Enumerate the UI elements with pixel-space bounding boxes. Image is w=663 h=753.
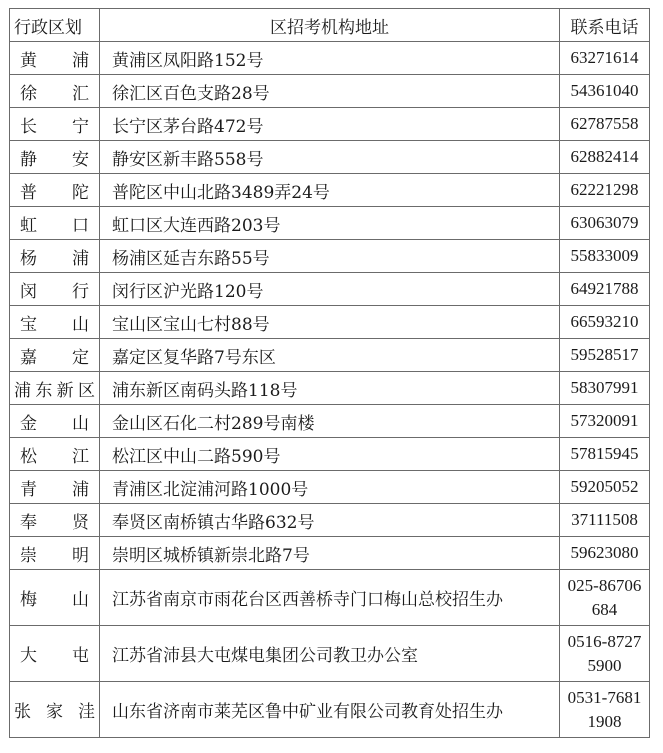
phone-cell: 64921788 bbox=[560, 273, 650, 306]
phone-cell: 0531-76811908 bbox=[560, 682, 650, 738]
district-cell: 普 陀 bbox=[10, 174, 100, 207]
address-cell: 浦东新区南码头路118号 bbox=[100, 372, 560, 405]
table-row bbox=[10, 207, 650, 240]
address-cell: 徐汇区百色支路28号 bbox=[100, 75, 560, 108]
district-cell: 浦东新区 bbox=[10, 372, 100, 405]
table-row bbox=[10, 682, 650, 738]
address-cell: 闵行区沪光路120号 bbox=[100, 273, 560, 306]
address-cell: 长宁区茅台路472号 bbox=[100, 108, 560, 141]
phone-cell: 59528517 bbox=[560, 339, 650, 372]
recruitment-office-table bbox=[9, 8, 650, 738]
table-row bbox=[10, 273, 650, 306]
district-cell: 崇 明 bbox=[10, 537, 100, 570]
address-cell: 金山区石化二村289号南楼 bbox=[100, 405, 560, 438]
phone-cell: 63271614 bbox=[560, 42, 650, 75]
district-cell: 松 江 bbox=[10, 438, 100, 471]
table-row bbox=[10, 372, 650, 405]
phone-cell: 66593210 bbox=[560, 306, 650, 339]
phone-cell: 0516-87275900 bbox=[560, 626, 650, 682]
address-cell: 虹口区大连西路203号 bbox=[100, 207, 560, 240]
header-address: 区招考机构地址 bbox=[100, 9, 560, 42]
district-cell: 梅 山 bbox=[10, 570, 100, 626]
table-body bbox=[10, 42, 650, 738]
phone-cell: 62787558 bbox=[560, 108, 650, 141]
table-header-row bbox=[10, 9, 650, 42]
table-row bbox=[10, 537, 650, 570]
district-cell: 青 浦 bbox=[10, 471, 100, 504]
address-cell: 普陀区中山北路3489弄24号 bbox=[100, 174, 560, 207]
phone-cell: 59205052 bbox=[560, 471, 650, 504]
table-row bbox=[10, 471, 650, 504]
district-cell: 嘉 定 bbox=[10, 339, 100, 372]
district-cell: 宝 山 bbox=[10, 306, 100, 339]
address-cell: 青浦区北淀浦河路1000号 bbox=[100, 471, 560, 504]
phone-cell: 58307991 bbox=[560, 372, 650, 405]
table-row bbox=[10, 75, 650, 108]
address-cell: 黄浦区凤阳路152号 bbox=[100, 42, 560, 75]
table-row bbox=[10, 174, 650, 207]
address-cell: 江苏省沛县大屯煤电集团公司教卫办公室 bbox=[100, 626, 560, 682]
phone-cell: 62221298 bbox=[560, 174, 650, 207]
table-row bbox=[10, 405, 650, 438]
address-cell: 嘉定区复华路7号东区 bbox=[100, 339, 560, 372]
phone-cell: 57815945 bbox=[560, 438, 650, 471]
table-row bbox=[10, 108, 650, 141]
phone-cell: 59623080 bbox=[560, 537, 650, 570]
address-cell: 江苏省南京市雨花台区西善桥寺门口梅山总校招生办 bbox=[100, 570, 560, 626]
district-cell: 静 安 bbox=[10, 141, 100, 174]
table-row bbox=[10, 504, 650, 537]
district-cell: 闵 行 bbox=[10, 273, 100, 306]
header-phone: 联系电话 bbox=[560, 9, 650, 42]
district-cell: 长 宁 bbox=[10, 108, 100, 141]
address-cell: 山东省济南市莱芜区鲁中矿业有限公司教育处招生办 bbox=[100, 682, 560, 738]
district-cell: 黄 浦 bbox=[10, 42, 100, 75]
address-cell: 松江区中山二路590号 bbox=[100, 438, 560, 471]
table-row bbox=[10, 240, 650, 273]
address-cell: 宝山区宝山七村88号 bbox=[100, 306, 560, 339]
district-cell: 大 屯 bbox=[10, 626, 100, 682]
district-cell: 杨 浦 bbox=[10, 240, 100, 273]
phone-cell: 57320091 bbox=[560, 405, 650, 438]
table-row bbox=[10, 570, 650, 626]
phone-cell: 63063079 bbox=[560, 207, 650, 240]
table-row bbox=[10, 42, 650, 75]
phone-cell: 54361040 bbox=[560, 75, 650, 108]
header-district: 行政区划 bbox=[10, 9, 100, 42]
district-cell: 虹 口 bbox=[10, 207, 100, 240]
table-row bbox=[10, 339, 650, 372]
table-row bbox=[10, 626, 650, 682]
address-cell: 静安区新丰路558号 bbox=[100, 141, 560, 174]
table-row bbox=[10, 438, 650, 471]
district-cell: 徐 汇 bbox=[10, 75, 100, 108]
address-cell: 崇明区城桥镇新崇北路7号 bbox=[100, 537, 560, 570]
district-cell: 奉 贤 bbox=[10, 504, 100, 537]
table-row bbox=[10, 141, 650, 174]
address-cell: 奉贤区南桥镇古华路632号 bbox=[100, 504, 560, 537]
phone-cell: 025-86706684 bbox=[560, 570, 650, 626]
district-cell: 张家洼 bbox=[10, 682, 100, 738]
phone-cell: 55833009 bbox=[560, 240, 650, 273]
table-row bbox=[10, 306, 650, 339]
phone-cell: 62882414 bbox=[560, 141, 650, 174]
phone-cell: 37111508 bbox=[560, 504, 650, 537]
district-cell: 金 山 bbox=[10, 405, 100, 438]
address-cell: 杨浦区延吉东路55号 bbox=[100, 240, 560, 273]
